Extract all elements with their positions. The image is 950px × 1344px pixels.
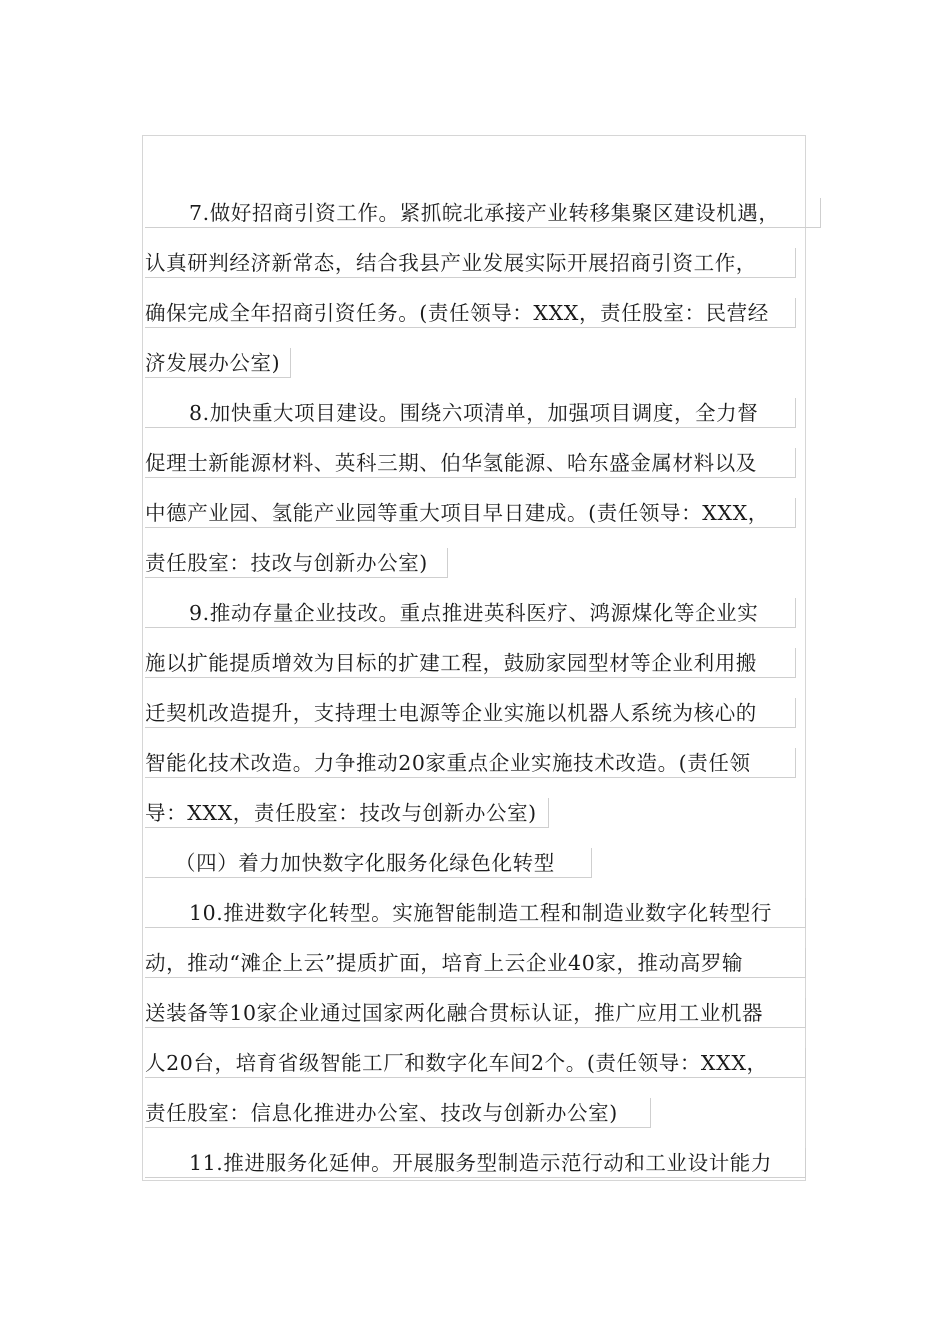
- paragraph-10-line-1: 10.推进数字化转型。实施智能制造工程和制造业数字化转型行: [145, 898, 806, 928]
- paragraph-9-line-2: 施以扩能提质增效为目标的扩建工程，鼓励家园型材等企业利用搬: [145, 648, 796, 678]
- paragraph-8-line-4: 责任股室：技改与创新办公室): [145, 548, 448, 578]
- paragraph-11-line-1: 11.推进服务化延伸。开展服务型制造示范行动和工业设计能力: [145, 1148, 806, 1178]
- section-heading-4: （四）着力加快数字化服务化绿色化转型: [145, 848, 592, 878]
- paragraph-7-line-4: 济发展办公室): [145, 348, 291, 378]
- paragraph-9-line-3: 迁契机改造提升，支持理士电源等企业实施以机器人系统为核心的: [145, 698, 796, 728]
- paragraph-10-line-5: 责任股室：信息化推进办公室、技改与创新办公室): [145, 1098, 651, 1128]
- paragraph-7-line-1: 7.做好招商引资工作。紧抓皖北承接产业转移集聚区建设机遇，: [145, 198, 821, 228]
- paragraph-7-line-3: 确保完成全年招商引资任务。(责任领导：XXX，责任股室：民营经: [145, 298, 796, 328]
- paragraph-9-line-4: 智能化技术改造。力争推动20家重点企业实施技术改造。(责任领: [145, 748, 796, 778]
- paragraph-8-line-3: 中德产业园、氢能产业园等重大项目早日建成。(责任领导：XXX，: [145, 498, 796, 528]
- paragraph-9-line-5: 导：XXX，责任股室：技改与创新办公室): [145, 798, 549, 828]
- paragraph-10-line-4: 人20台，培育省级智能工厂和数字化车间2个。(责任领导：XXX，: [145, 1048, 806, 1078]
- paragraph-9-line-1: 9.推动存量企业技改。重点推进英科医疗、鸿源煤化等企业实: [145, 598, 796, 628]
- paragraph-7-line-2: 认真研判经济新常态，结合我县产业发展实际开展招商引资工作，: [145, 248, 796, 278]
- paragraph-8-line-1: 8.加快重大项目建设。围绕六项清单，加强项目调度，全力督: [145, 398, 796, 428]
- paragraph-10-line-3: 送装备等10家企业通过国家两化融合贯标认证，推广应用工业机器: [145, 998, 806, 1028]
- paragraph-8-line-2: 促理士新能源材料、英科三期、伯华氢能源、哈东盛金属材料以及: [145, 448, 796, 478]
- paragraph-10-line-2: 动，推动“滩企上云”提质扩面，培育上云企业40家，推动高罗输: [145, 948, 806, 978]
